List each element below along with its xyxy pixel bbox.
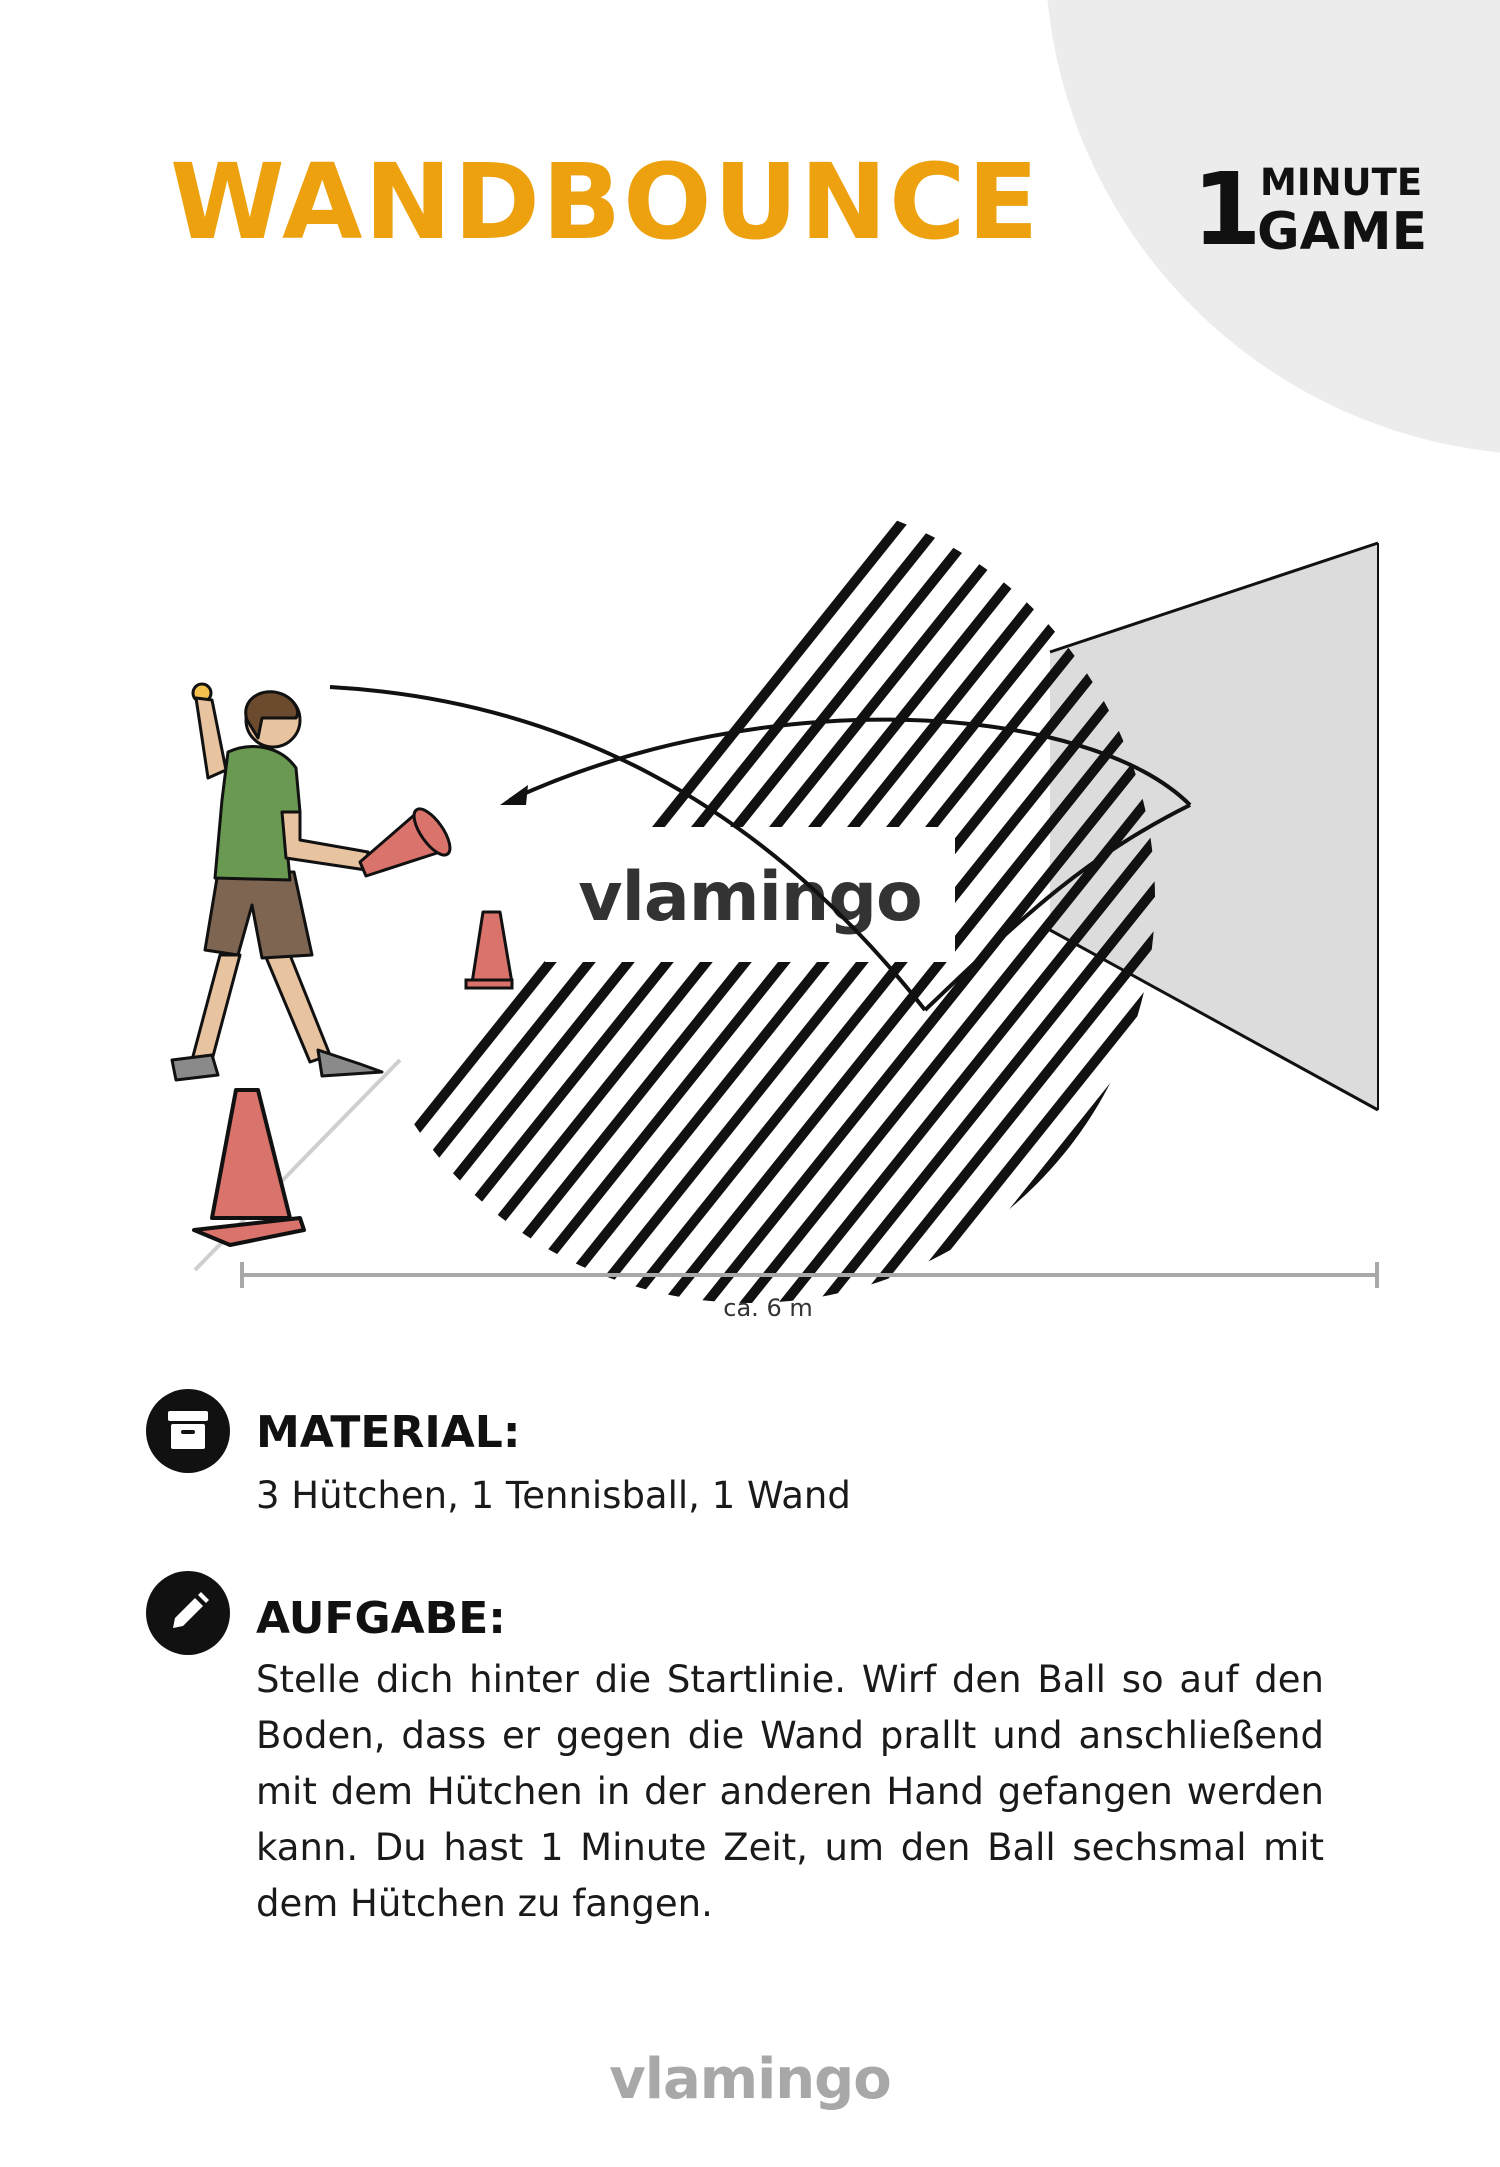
archive-box-icon [146,1389,230,1473]
page-title: WANDBOUNCE [170,141,1041,263]
task-text: Stelle dich hinter die Startlinie. Wirf den Ball so auf den Boden, dass er gegen die Wand prallt und anschließend mit dem Hütchen in der anderen Hand gefangen werden kann. Du hast 1 Minute Zeit, um den Ball sechsmal mit dem Hütchen zu fangen. [256,1658,1324,1925]
hatch-stripe [1370,470,1500,1350]
one-minute-game-badge [1192,151,1428,268]
large-cone [194,1090,304,1245]
arrow-head [500,785,528,805]
material-heading: MATERIAL: [256,1407,521,1458]
person-throwing [172,684,382,1080]
pencil-icon [146,1571,230,1655]
hatch-stripe [1487,470,1500,1350]
footer-logo: vlamingo [609,2047,891,2112]
illustration-logo: vlamingo [578,858,922,937]
badge-word-minute: MINUTE [1260,161,1423,204]
hatch-stripe [1448,470,1500,1350]
exercise-illustration [0,470,1500,1350]
held-cone [360,804,456,876]
hatch-stripe [1409,470,1500,1350]
distance-label: ca. 6 m [723,1294,813,1322]
material-text: 3 Hütchen, 1 Tennisball, 1 Wand [256,1474,851,1517]
badge-number: 1 [1192,151,1262,268]
small-cone [466,912,512,988]
task-heading: AUFGABE: [256,1593,506,1644]
wall [1050,543,1378,1110]
badge-word-game: GAME [1257,202,1428,262]
